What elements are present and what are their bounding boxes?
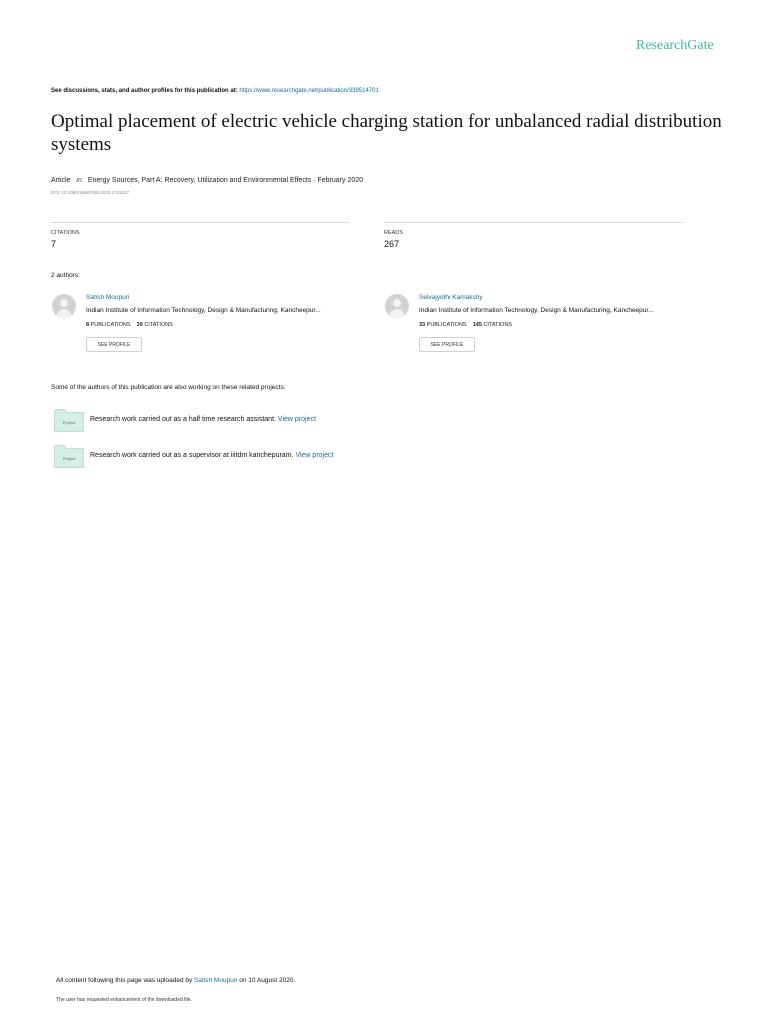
in-label: in [76,177,82,184]
see-discussions-line [51,88,379,94]
author-publications-label: PUBLICATIONS [90,322,131,328]
see-profile-button[interactable]: SEE PROFILE [86,337,142,352]
citations-divider [51,222,350,223]
researchgate-logo[interactable]: ResearchGate [636,38,714,53]
paper-title: Optimal placement of electric vehicle charging station for unbalanced radial distribution systems [51,111,722,155]
uploader-link[interactable]: Satish Moupuri [194,977,238,984]
doi-text: DOI: 10.1080/15567036.2020.1731017 [51,190,130,195]
author-name-link[interactable]: Selvajyothi Kamakshy [419,294,483,301]
project-icon-label: Project [62,456,76,461]
author-stats [419,322,512,328]
author-avatar[interactable] [52,294,76,318]
author-publications-count: 8 [86,322,90,328]
see-profile-button[interactable]: SEE PROFILE [419,337,475,352]
project-folder-icon [54,412,84,432]
author-citations-label: CITATIONS [483,322,512,328]
projects-heading: Some of the authors of this publication are also working on these related projects: [51,384,286,391]
upload-info [56,977,295,984]
authors-heading: 2 authors: [51,272,80,279]
project-folder-icon [54,448,84,468]
citations-count: 7 [51,239,57,249]
avatar-head-shape [393,299,401,307]
reads-label: READS [384,230,403,236]
author-citations-count: 39 [136,322,143,328]
project-description: Research work carried out as a supervisor at iiitdm kanchepuram. [90,452,294,459]
publication-url-link[interactable]: https://www.researchgate.net/publication/339514701 [239,88,379,94]
project-icon-label: Project [62,420,76,425]
article-type: Article [51,177,71,184]
paper-meta [51,177,363,184]
avatar-body-shape [389,309,405,318]
author-avatar[interactable] [385,294,409,318]
citations-label: CITATIONS [51,230,80,236]
view-project-link[interactable]: View project [277,416,316,423]
view-project-link[interactable]: View project [295,452,334,459]
reads-divider [384,222,683,223]
upload-prefix: All content following this page was uploaded by [56,977,193,984]
author-institution[interactable]: Indian Institute of Information Technology, Design & Manufacturing, Kancheepur... [419,307,654,314]
author-publications-count: 33 [419,322,426,328]
author-stats [86,322,173,328]
author-citations-count: 145 [472,322,482,328]
author-institution[interactable]: Indian Institute of Information Technology, Design & Manufacturing, Kancheepur... [86,307,321,314]
avatar-head-shape [60,299,68,307]
project-item [90,452,333,459]
project-item [90,416,316,423]
reads-count: 267 [384,239,400,249]
enhancement-note: The user has requested enhancement of the downloaded file. [56,997,192,1003]
author-citations-label: CITATIONS [144,322,173,328]
upload-suffix: on 10 August 2020. [239,977,296,984]
author-name-link[interactable]: Satish Moupuri [86,294,130,301]
see-discussions-text: See discussions, stats, and author profiles for this publication at: [51,88,238,94]
venue-date[interactable]: Energy Sources, Part A: Recovery, Utilization and Environmental Effects · February 2020 [87,177,364,184]
project-description: Research work carried out as a half time research assistant. [90,416,276,423]
avatar-body-shape [56,309,72,318]
author-publications-label: PUBLICATIONS [426,322,467,328]
